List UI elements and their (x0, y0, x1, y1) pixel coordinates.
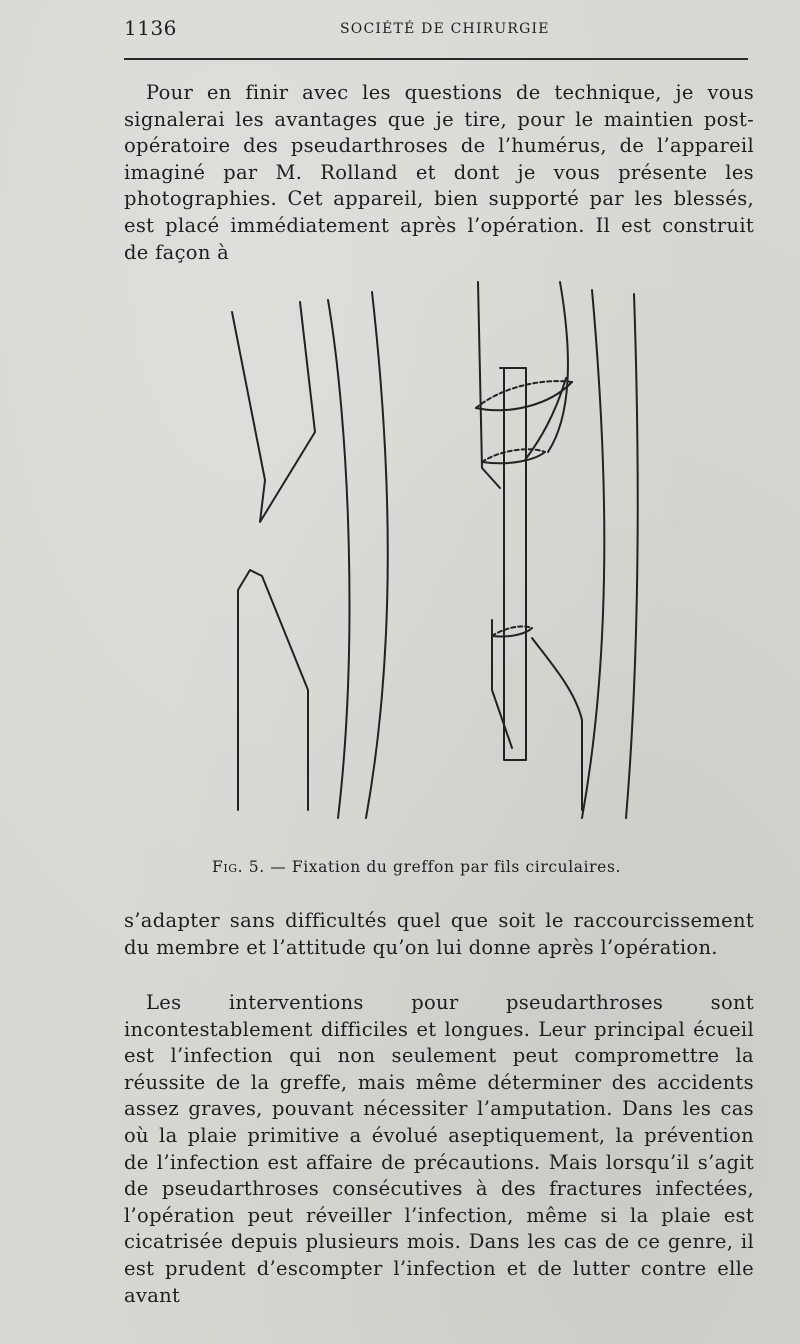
arm-outline-right-outer (626, 294, 638, 818)
lower-fragment-right-edge (532, 638, 582, 810)
arm-outline-right-inner (582, 290, 604, 818)
paragraph-2: s’adapter sans difficultés quel que soit le raccourcissement du membre et l’attitude qu’on lui donne après l’opération. (124, 909, 754, 959)
graft-rod (500, 368, 526, 760)
running-head: SOCIÉTÉ DE CHIRURGIE (340, 21, 550, 37)
paragraph-3: Les interventions pour pseudarthroses sont incontestablement difficiles et longues. Leur principal écueil est l’infection qui non seulement peut compromettre la réussite de la greffe, mais même déterminer des accidents assez graves, pouvant nécessiter l’amputation. Dans les cas où la plaie primitive a évolué aseptiquement, la prévention de l’infection est affaire de précautions. Mais lorsqu’il s’agit de pseudarthroses consécutives à des fractures infectées, l’opération peut réveiller l’infection, même si la plaie est cicatrisée depuis plusieurs mois. Dans les cas de ce genre, il est prudent d’escompter l’infection et de lutter contre elle avant (124, 991, 754, 1307)
figure-caption-text: — Fixation du greffon par fils circulaires. (270, 858, 622, 876)
upper-fragment-hook-edge (525, 378, 566, 460)
page-number: 1136 (124, 16, 177, 40)
right-drawing-graft-fixed (476, 282, 638, 818)
upper-fragment-right-edge (548, 282, 568, 452)
header-rule (124, 58, 748, 60)
wire-1-front (476, 382, 572, 410)
figure-5-drawing (170, 270, 670, 840)
lower-fragment-left-edge (492, 620, 512, 748)
figure-label: Fig. 5. (212, 858, 265, 876)
paragraph-1: Pour en finir avec les questions de technique, je vous signalerai les avantages que je tire, pour le maintien post-opératoire des pseudarthroses de l’humérus, de l’appareil imaginé par M. Rolland et dont je vous présente les photographies. Cet appareil, bien supporté par les blessés, est placé immédiatement après l’opération. Il est construit de façon à (124, 81, 754, 264)
wire-2-back (482, 449, 545, 462)
lower-bone-fragment (238, 570, 308, 810)
left-drawing-unfixed-fracture (232, 292, 388, 818)
arm-outline-outer (366, 292, 388, 818)
arm-outline-inner (328, 300, 349, 818)
upper-bone-fragment (232, 302, 315, 522)
figure-caption (212, 858, 621, 876)
